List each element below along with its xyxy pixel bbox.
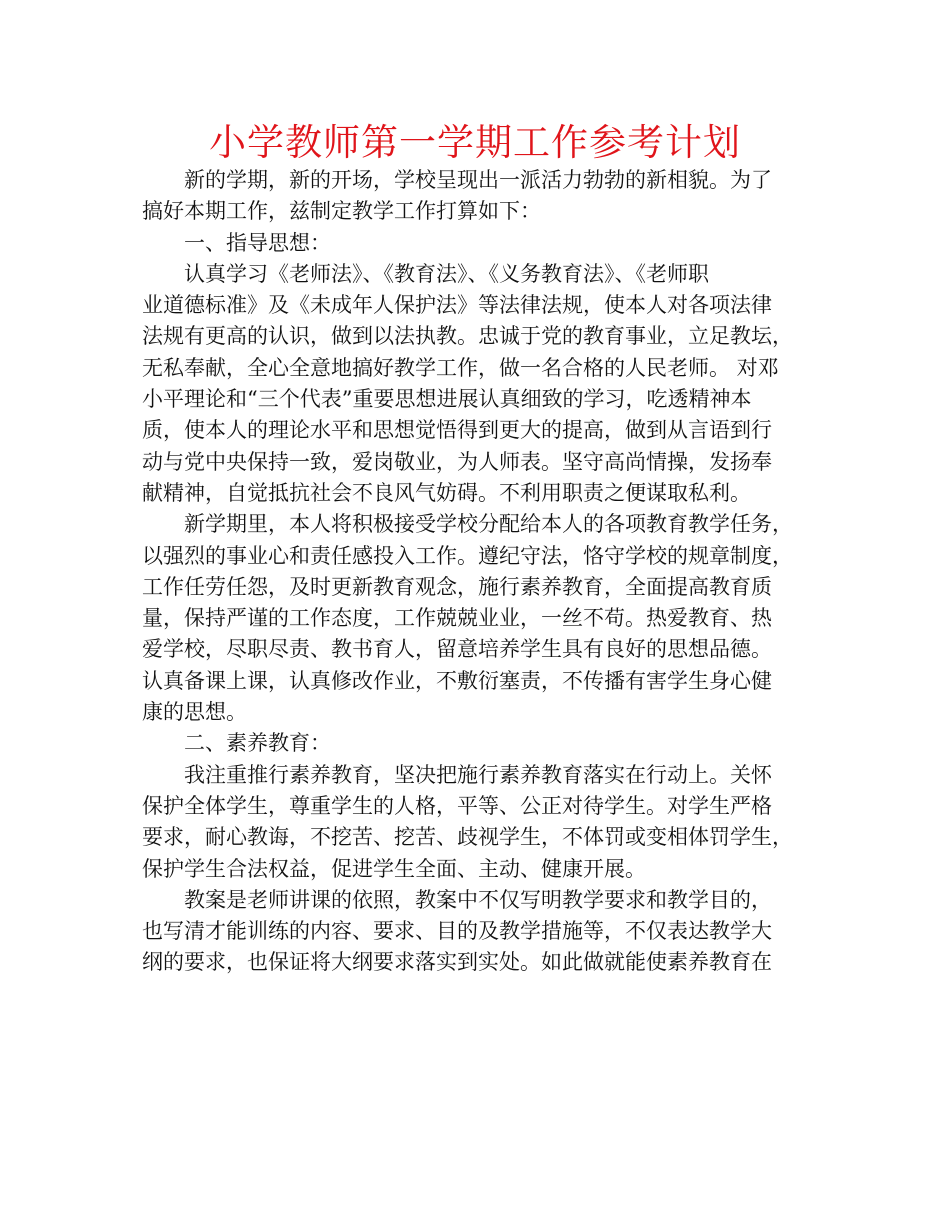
document-line: 无私奉献，全心全意地搞好教学工作，做一名合格的人民老师。 对邓 bbox=[142, 355, 779, 380]
document-line: 保护全体学生，尊重学生的人格，平等、公正对待学生。对学生严格 bbox=[142, 793, 772, 818]
document-line: 搞好本期工作，兹制定教学工作打算如下： bbox=[142, 199, 541, 224]
document-line: 认真学习《老师法》、《教育法》、《义务教育法》、《老师职 bbox=[184, 261, 709, 286]
document-line: 献精神，自觉抵抗社会不良风气妨碍。不利用职责之便谋取私利。 bbox=[142, 480, 751, 505]
document-body bbox=[142, 165, 810, 979]
document-line: 教案是老师讲课的依照，教案中不仅写明教学要求和教学目的， bbox=[184, 887, 772, 912]
document-line: 爱学校，尽职尽责、教书育人，留意培养学生具有良好的思想品德。 bbox=[142, 637, 772, 662]
document-line: 法规有更高的认识，做到以法执教。忠诚于党的教育事业，立足教坛， bbox=[142, 324, 793, 349]
document-line: 工作任劳任怨，及时更新教育观念，施行素养教育，全面提高教育质 bbox=[142, 574, 772, 599]
document-line: 动与党中央保持一致，爱岗敬业，为人师表。坚守高尚情操，发扬奉 bbox=[142, 449, 772, 474]
document-line: 量，保持严谨的工作态度，工作兢兢业业，一丝不苟。热爱教育、热 bbox=[142, 606, 772, 631]
document-line: 小平理论和“三个代表”重要思想进展认真细致的学习，吃透精神本 bbox=[142, 387, 752, 412]
document-line: 业道德标准》及《未成年人保护法》等法律法规，使本人对各项法律 bbox=[142, 293, 772, 318]
document-line: 也写清才能训练的内容、要求、目的及教学措施等，不仅表达教学大 bbox=[142, 919, 772, 944]
document-line: 康的思想。 bbox=[142, 700, 247, 725]
document-line: 质，使本人的理论水平和思想觉悟得到更大的提高，做到从言语到行 bbox=[142, 418, 772, 443]
document-title: 小学教师第一学期工作参考计划 bbox=[209, 121, 741, 164]
document-line: 二、素养教育： bbox=[184, 731, 331, 756]
document-line: 要求，耐心教诲，不挖苦、挖苦、歧视学生，不体罚或变相体罚学生， bbox=[142, 825, 793, 850]
document-line: 认真备课上课，认真修改作业，不敷衍塞责，不传播有害学生身心健 bbox=[142, 668, 772, 693]
document-line: 以强烈的事业心和责任感投入工作。遵纪守法，恪守学校的规章制度， bbox=[142, 543, 793, 568]
document-line: 一、指导思想： bbox=[184, 230, 331, 255]
document-line: 保护学生合法权益，促进学生全面、主动、健康开展。 bbox=[142, 856, 646, 881]
document-line: 新的学期，新的开场，学校呈现出一派活力勃勃的新相貌。为了 bbox=[184, 168, 772, 192]
document-line: 我注重推行素养教育，坚决把施行素养教育落实在行动上。关怀 bbox=[184, 762, 772, 787]
document-line: 纲的要求，也保证将大纲要求落实到实处。如此做就能使素养教育在 bbox=[142, 950, 772, 975]
document-line: 新学期里，本人将积极接受学校分配给本人的各项教育教学任务， bbox=[184, 512, 793, 537]
